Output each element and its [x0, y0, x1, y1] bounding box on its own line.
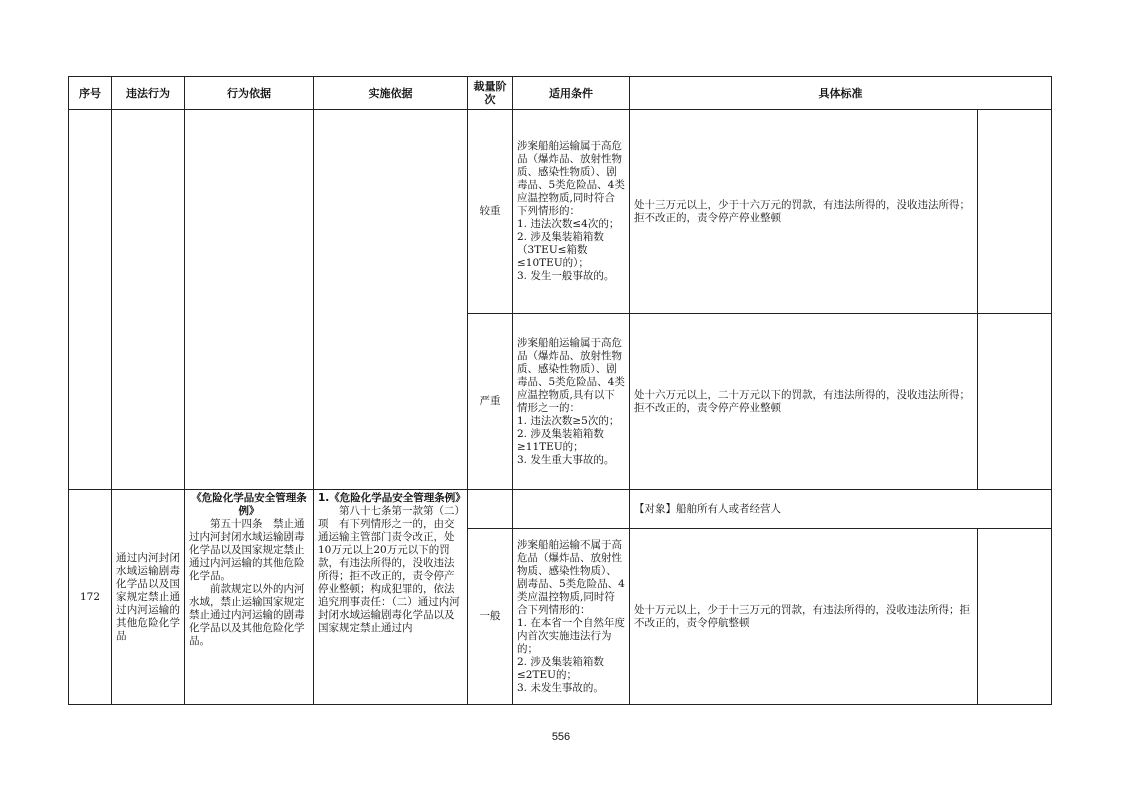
target-cell: 【对象】船舶所有人或者经营人 — [630, 490, 1052, 529]
header-seq: 序号 — [69, 77, 112, 110]
header-violation: 违法行为 — [112, 77, 185, 110]
basis-cell — [185, 490, 314, 705]
table-row — [69, 110, 1052, 314]
header-basis: 行为依据 — [185, 77, 314, 110]
page-number: 556 — [551, 731, 571, 743]
empty-conditions-cell — [513, 490, 630, 529]
empty-implementation-cell — [314, 110, 468, 490]
implementation-text: 第八十七条第一款第（二）项 有下列情形之一的，由交通运输主管部门责令改正，处10万元以上20万元以下的罚款，有违法所得的，没收违法所得；拒不改正的，责令停产停业整顿；构成犯罪的，依法追究刑事责任：（二）通过内河封闭水域运输剧毒化学品以及国家规定禁止通过内 — [318, 505, 460, 634]
implementation-cell — [314, 490, 468, 705]
header-implementation: 实施依据 — [314, 77, 468, 110]
basis-title: 《危险化学品安全管理条例》 — [191, 492, 307, 517]
table-row — [69, 490, 1052, 529]
remark-cell — [978, 110, 1052, 314]
penalty-table — [68, 76, 1052, 705]
header-row — [69, 77, 1052, 110]
header-conditions: 适用条件 — [513, 77, 630, 110]
empty-level-cell — [468, 490, 513, 529]
seq-cell: 172 — [69, 490, 112, 705]
standard-cell: 处十六万元以上，二十万元以下的罚款，有违法所得的，没收违法所得；拒不改正的，责令停产停业整顿 — [630, 314, 978, 490]
conditions-cell: 涉案船舶运输不属于高危品（爆炸品、放射性物质、感染性物质）、剧毒品、5类危险品、4类应温控物质,同时符合下列情形的： 1. 在本省一个自然年度内首次实施违法行为的； 2. 涉及集装箱箱数≤2TEU的； 3. 未发生事故的。 — [513, 529, 630, 705]
standard-cell: 处十三万元以上，少于十六万元的罚款，有违法所得的，没收违法所得；拒不改正的，责令停产停业整顿 — [630, 110, 978, 314]
level-cell: 严重 — [468, 314, 513, 490]
conditions-cell: 涉案船舶运输属于高危品（爆炸品、放射性物质、感染性物质）、剧毒品、5类危险品、4类应温控物质,同时符合下列情形的： 1. 违法次数≤4次的； 2. 涉及集装箱箱数（3TEU≤箱数≤10TEU的）； 3. 发生一般事故的。 — [513, 110, 630, 314]
violation-cell: 通过内河封闭水域运输剧毒化学品以及国家规定禁止通过内河运输的其他危险化学品 — [112, 490, 185, 705]
implementation-title: 1.《危险化学品安全管理条例》 — [318, 492, 466, 504]
standard-cell: 处十万元以上，少于十三万元的罚款，有违法所得的，没收违法所得；拒不改正的，责令停航整顿 — [630, 529, 978, 705]
basis-paragraph-2: 前款规定以外的内河水域，禁止运输国家规定禁止通过内河运输的剧毒化学品以及其他危险化学品。 — [189, 583, 305, 647]
header-standard: 具体标准 — [630, 77, 1052, 110]
remark-cell — [978, 314, 1052, 490]
basis-paragraph-1: 第五十四条 禁止通过内河封闭水域运输剧毒化学品以及国家规定禁止通过内河运输的其他危险化学品。 — [189, 518, 305, 582]
level-cell: 一般 — [468, 529, 513, 705]
header-level: 裁量阶次 — [468, 77, 513, 110]
empty-basis-cell — [185, 110, 314, 490]
empty-violation-cell — [112, 110, 185, 490]
level-cell: 较重 — [468, 110, 513, 314]
empty-seq-cell — [69, 110, 112, 490]
conditions-cell: 涉案船舶运输属于高危品（爆炸品、放射性物质、感染性物质）、剧毒品、5类危险品、4类应温控物质,具有以下情形之一的： 1. 违法次数≥5次的； 2. 涉及集装箱箱数≥11TEU的； 3. 发生重大事故的。 — [513, 314, 630, 490]
remark-cell — [978, 529, 1052, 705]
